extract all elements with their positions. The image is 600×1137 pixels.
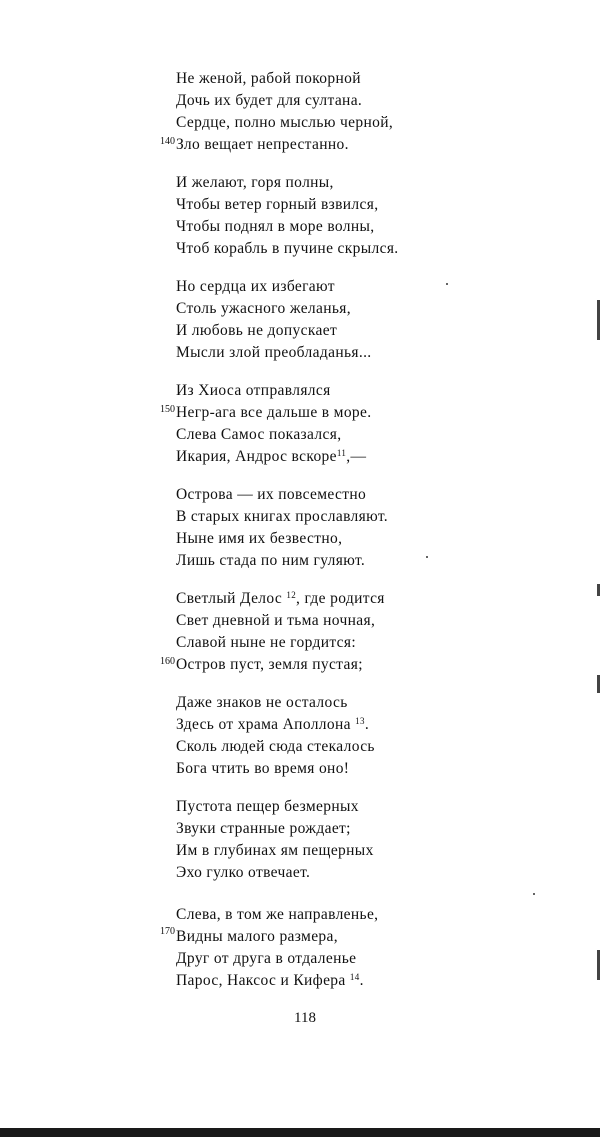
- line-number: 150: [160, 404, 175, 415]
- verse-line: Сколь людей сюда стекалось: [176, 738, 375, 755]
- verse-text: Парос, Наксос и Кифера: [176, 972, 346, 989]
- verse-line: Дочь их будет для султана.: [176, 92, 363, 109]
- verse-line: Мысли злой преобладанья...: [176, 344, 372, 361]
- footnote-ref[interactable]: 13: [355, 716, 365, 726]
- verse-line: В старых книгах прославляют.: [176, 508, 389, 525]
- verse-line: Зло вещает непрестанно.: [176, 136, 349, 153]
- verse-line: Друг от друга в отдаленье: [176, 950, 357, 967]
- verse-line: Сердце, полно мыслью черной,: [176, 114, 394, 131]
- verse-line: Слева, в том же направленье,: [176, 906, 379, 923]
- verse-line: [176, 588, 385, 610]
- footnote-ref[interactable]: 14: [349, 972, 360, 982]
- verse-line: Ныне имя их безвестно,: [176, 530, 343, 547]
- verse-line: Острова — их повсеместно: [176, 486, 367, 503]
- verse-line: Чтоб корабль в пучине скрылся.: [176, 240, 399, 257]
- verse-line: Чтобы ветер горный взвился,: [176, 196, 379, 213]
- verse-line: Столь ужасного желанья,: [176, 300, 352, 317]
- verse-line: Им в глубинах ям пещерных: [176, 842, 374, 859]
- verse-text: , где родится: [296, 590, 385, 607]
- verse-line: И любовь не допускает: [176, 322, 338, 339]
- verse-line: Видны малого размера,: [176, 928, 338, 945]
- verse-line: Эхо гулко отвечает.: [176, 864, 311, 881]
- footnote-ref[interactable]: 11: [336, 448, 347, 458]
- verse-text: Икария, Андрос вскоре: [176, 448, 337, 465]
- line-number: 170: [160, 926, 175, 937]
- verse-line: Остров пуст, земля пустая;: [176, 656, 363, 673]
- verse-line: Бога чтить во время оно!: [176, 760, 350, 777]
- verse-line: Свет дневной и тьма ночная,: [176, 612, 376, 629]
- verse-line: Не женой, рабой покорной: [176, 70, 361, 87]
- verse-line: [176, 446, 366, 468]
- scan-speck: [426, 556, 428, 558]
- line-number: 160: [160, 656, 175, 667]
- scan-bottom-edge: [0, 1128, 600, 1137]
- scan-speck: [533, 893, 535, 895]
- verse-line: Звуки странные рождает;: [176, 820, 351, 837]
- verse-text: Здесь от храма Аполлона: [176, 716, 351, 733]
- verse-text: .: [359, 972, 364, 989]
- verse-line: Негр-ага все дальше в море.: [176, 404, 372, 421]
- page-number: 118: [294, 1010, 316, 1026]
- footnote-ref[interactable]: 12: [286, 590, 297, 600]
- verse-line: Чтобы поднял в море волны,: [176, 218, 375, 235]
- verse-line: [176, 714, 369, 736]
- verse-line: Лишь стада по ним гуляют.: [176, 552, 366, 569]
- scan-speck: [446, 283, 448, 285]
- verse-line: Славой ныне не гордится:: [176, 634, 357, 651]
- verse-text: .: [364, 716, 370, 733]
- verse-line: [176, 970, 364, 992]
- verse-line: Но сердца их избегают: [176, 278, 335, 295]
- verse-line: Слева Самос показался,: [176, 426, 342, 443]
- verse-text: Светлый Делос: [176, 590, 283, 607]
- verse-text: ,—: [346, 448, 367, 465]
- verse-line: Даже знаков не осталось: [176, 694, 348, 711]
- verse-line: И желают, горя полны,: [176, 174, 334, 191]
- verse-line: Из Хиоса отправлялся: [176, 382, 331, 399]
- verse-line: Пустота пещер безмерных: [176, 798, 359, 815]
- line-number: 140: [160, 136, 175, 147]
